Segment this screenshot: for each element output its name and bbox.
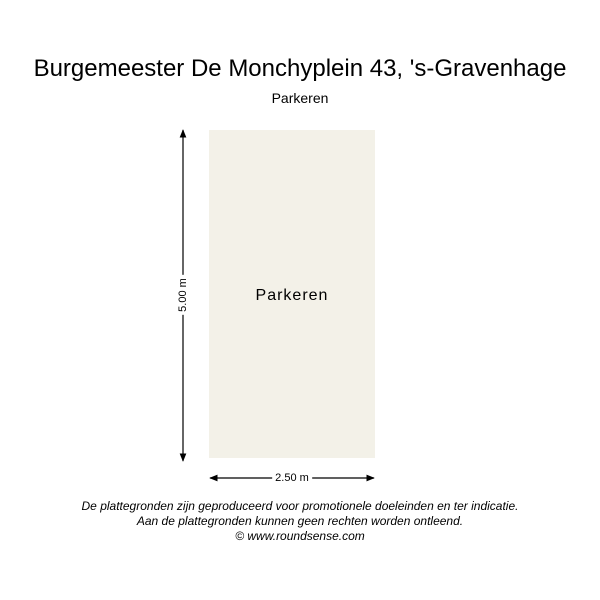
- height-dimension-label: 5.00 m: [177, 275, 189, 315]
- plan-title: Burgemeester De Monchyplein 43, 's-Gravenhage: [33, 55, 567, 82]
- floor-name: Parkeren: [271, 90, 329, 106]
- room-label: Parkeren: [255, 287, 329, 304]
- disclaimer-line-1: De plattegronden zijn geproduceerd voor promotionele doeleinden en ter indicatie.: [81, 499, 519, 513]
- copyright-line: © www.roundsense.com: [235, 529, 365, 543]
- disclaimer-line-2: Aan de plattegronden kunnen geen rechten worden ontleend.: [136, 514, 464, 528]
- disclaimer: [0, 499, 600, 544]
- width-dimension-label: 2.50 m: [272, 472, 312, 484]
